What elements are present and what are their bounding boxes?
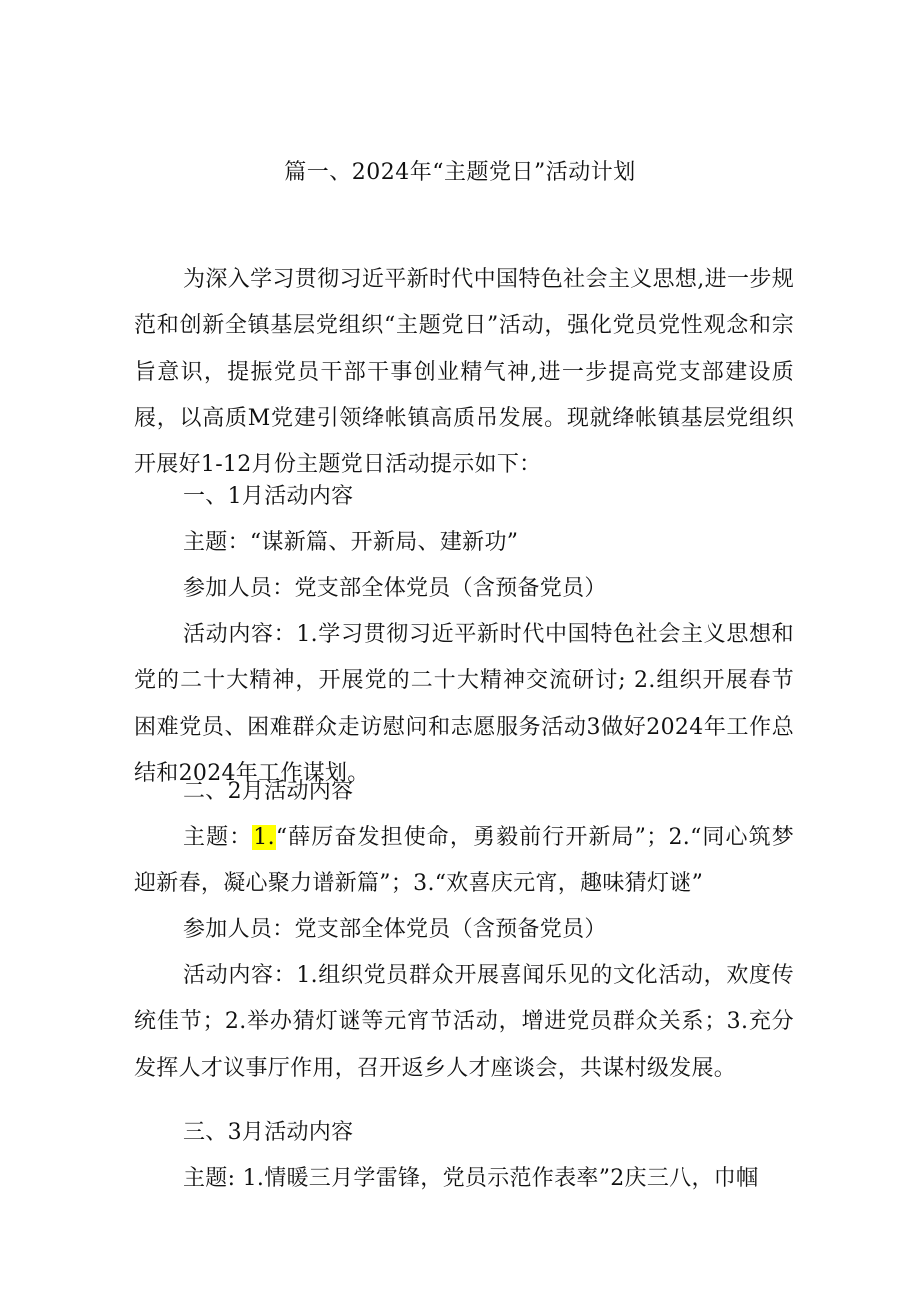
section-2-theme [134,815,794,908]
section-3-theme: 主题: 1.情暖三月学雷锋，党员示范作表率”2庆三八，巾帼 [183,1166,759,1191]
section-2-heading: 二、2月活动内容 [183,779,354,804]
section-1-heading: 一、1月活动内容 [183,484,354,509]
intro-paragraph: 为深入学习贯彻习近平新时代中国特色社会主义思想,进一步规范和创新全镇基层党组织“主题党日”活动，强化党员党性观念和宗旨意识，提振党员干部干事创业精气神,进一步提高党支部建设质屐，以高质M党建引领绛帐镇高质吊发展。现就绛帐镇基层党组织开展好1-12月份主题党日活动提示如下： [134,267,794,478]
section-2-content: 活动内容：1.组织党员群众开展喜闻乐见的文化活动，欢度传统佳节；2.举办猜灯谜等元宵节活动，增进党员群众关系；3.充分发挥人才议事厅作用，召开返乡人才座谈会，共谋村级发展。 [134,963,794,1081]
section-2-participants: 参加人员：党支部全体党员（含预备党员） [183,917,607,942]
theme-text: “薛厉奋发担使命，勇毅前行开新局”；2.“同心筑梦迎新春，凝心聚力谱新篇”；3.“欢喜庆元宵，趣味猜灯谜” [134,825,795,897]
document-title: 篇一、2024年“主题党日”活动计划 [284,160,636,185]
section-1-participants: 参加人员：党支部全体党员（含预备党员） [183,576,607,601]
section-1-content: 活动内容：1.学习贯彻习近平新时代中国特色社会主义思想和党的二十大精神，开展党的二十大精神交流研讨; 2.组织开展春节困难党员、困难群众走访慰问和志愿服务活动3做好2024年工作总结和2024年工作谋划。 [134,622,794,786]
section-1-theme: 主题：“谋新篇、开新局、建新功” [183,530,519,555]
section-3-heading: 三、3月活动内容 [183,1120,354,1145]
theme-label: 主题： [183,825,253,850]
highlighted-number: 1. [253,825,275,850]
